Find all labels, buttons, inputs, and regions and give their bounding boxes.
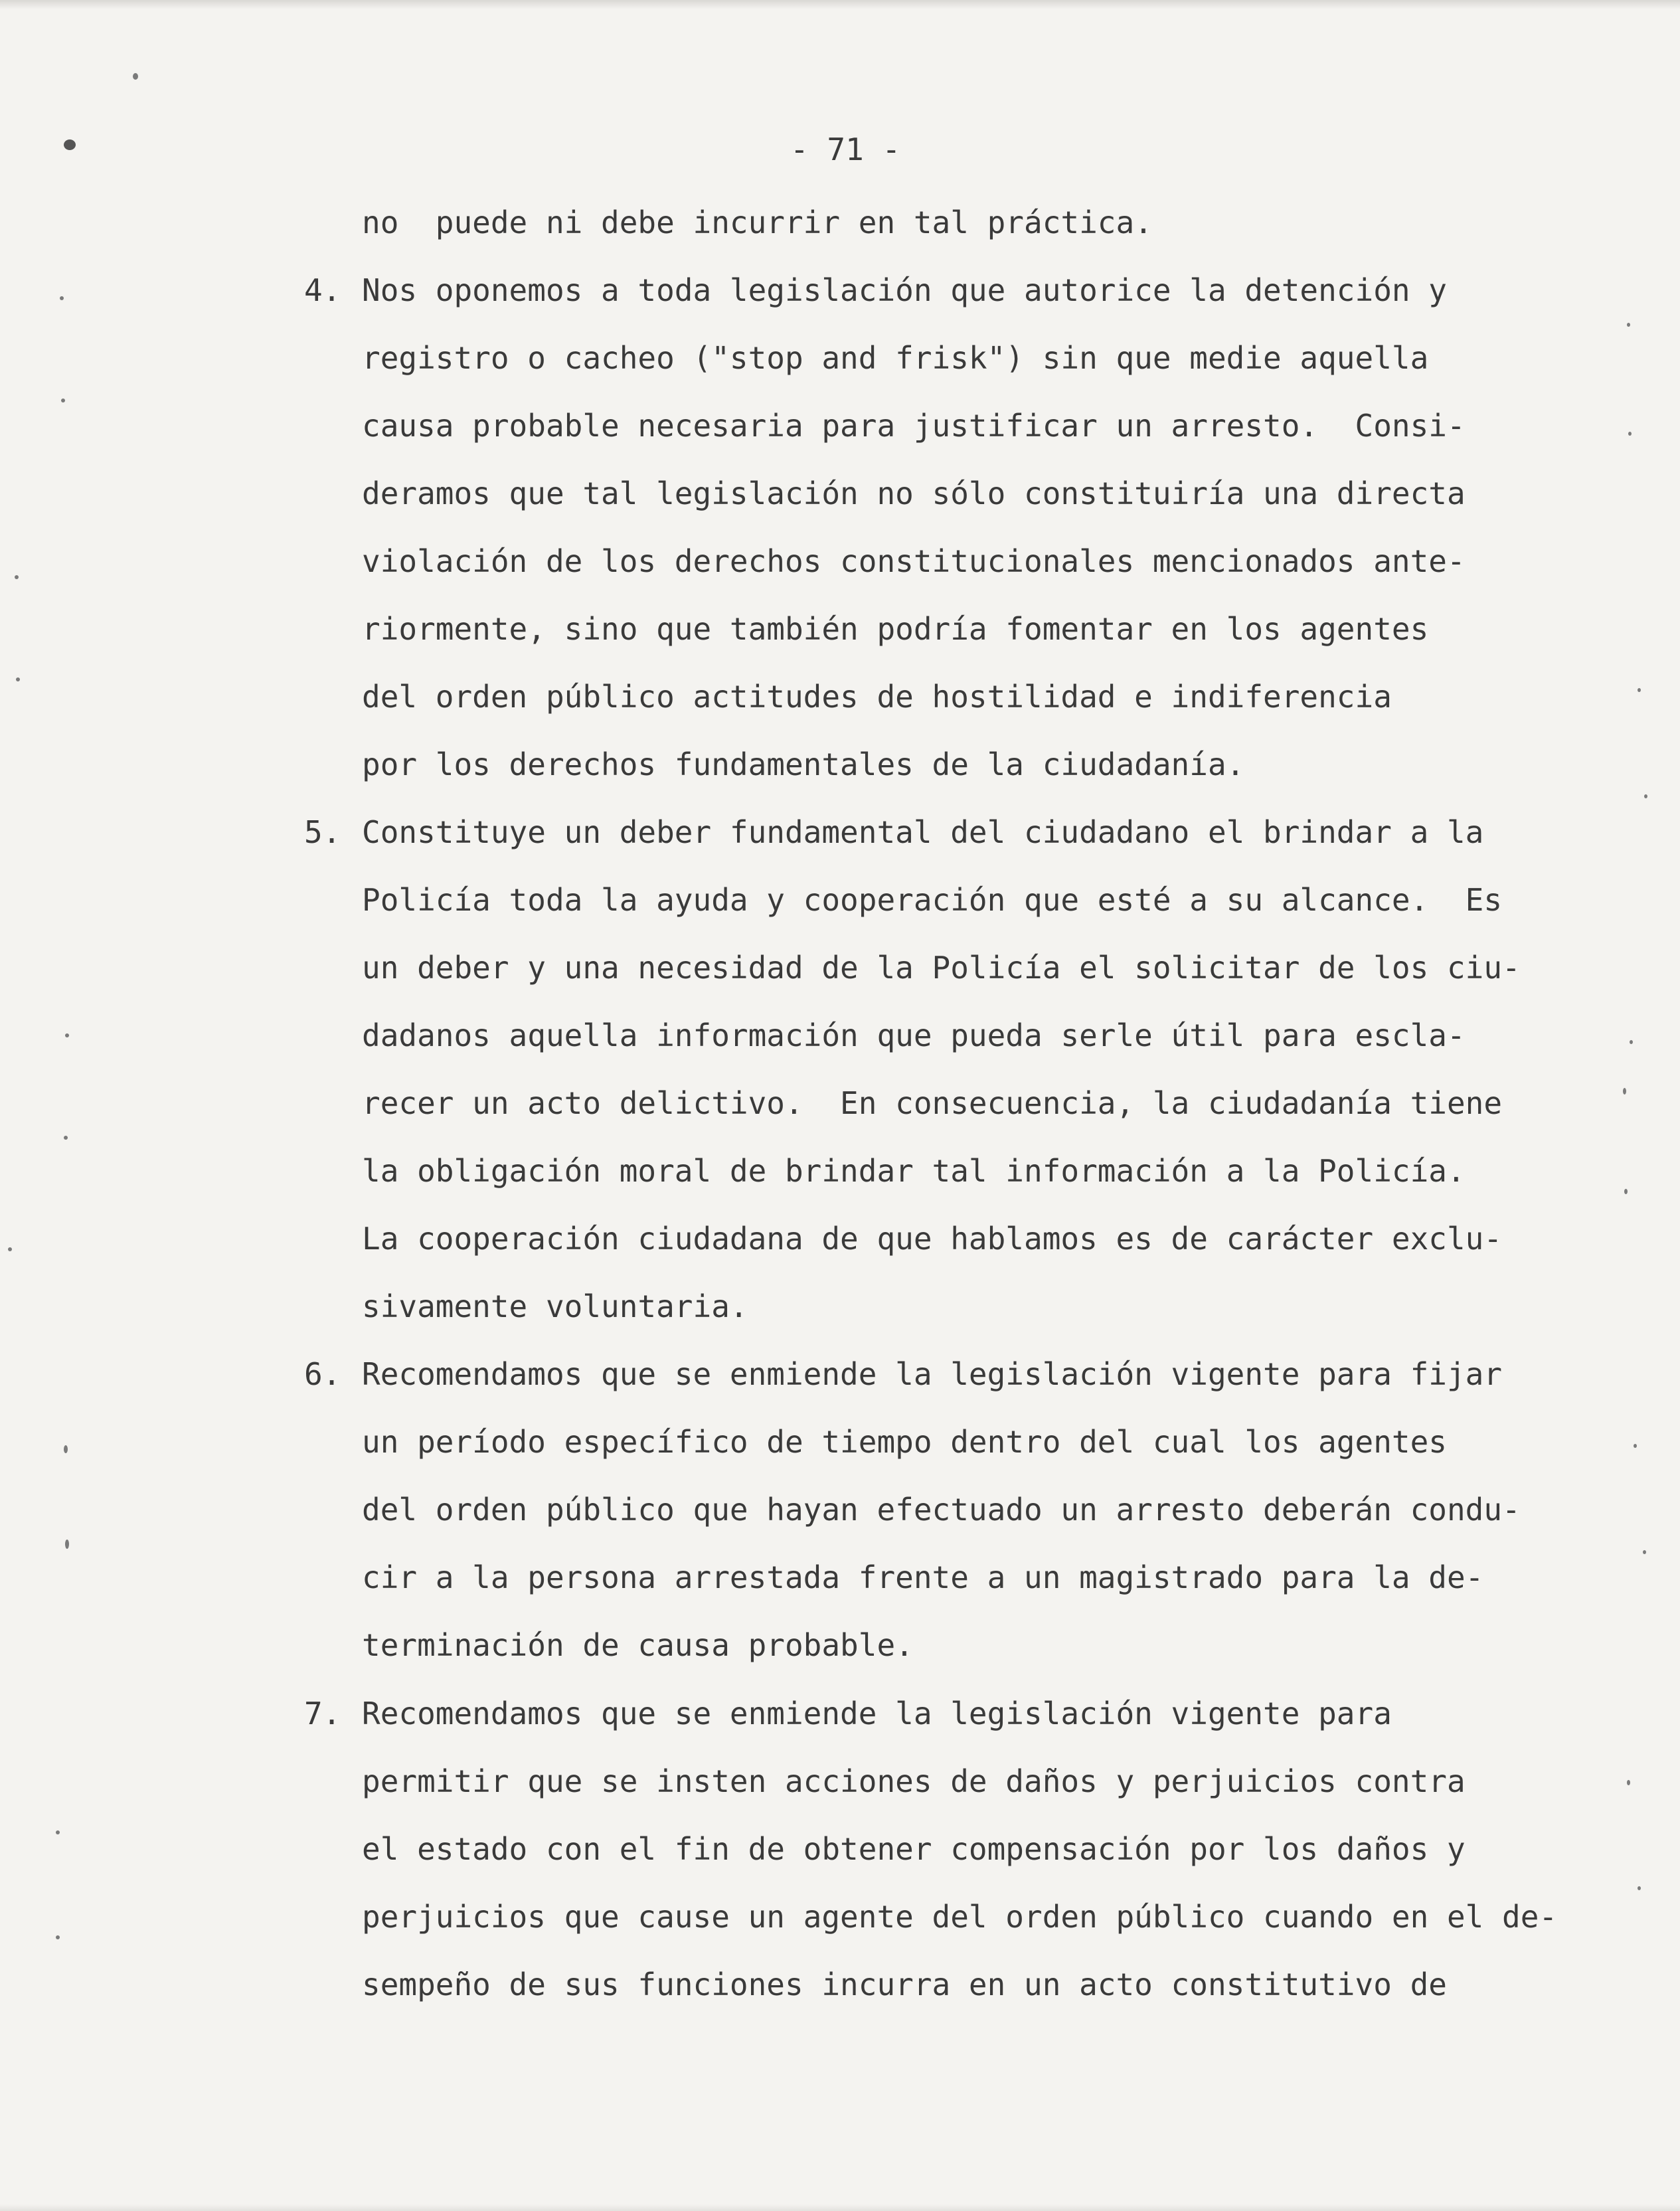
text-line: no puede ni debe incurrir en tal práctica. [362, 205, 1153, 240]
text-line: deramos que tal legislación no sólo constituiría una directa [362, 476, 1466, 511]
scan-speck [1638, 688, 1641, 692]
item-number-7: 7. [304, 1696, 341, 1731]
scan-speck [1627, 323, 1630, 327]
scan-speck [1630, 1040, 1633, 1044]
page-number: - 71 - [790, 132, 901, 167]
text-line: registro o cacheo ("stop and frisk") sin que medie aquella [362, 340, 1429, 376]
scan-speck [65, 1033, 69, 1037]
text-line: La cooperación ciudadana de que hablamos es de carácter exclu- [362, 1221, 1503, 1257]
paper-top-edge [0, 0, 1680, 9]
item-number-5: 5. [304, 814, 341, 850]
scan-speck [1643, 1550, 1646, 1554]
text-line: riormente, sino que también podría fomentar en los agentes [362, 611, 1429, 647]
text-line: del orden público que hayan efectuado un arresto deberán condu- [362, 1492, 1521, 1528]
text-line: recer un acto delictivo. En consecuencia, la ciudadanía tiene [362, 1085, 1503, 1121]
scan-speck [1628, 432, 1632, 436]
text-line: permitir que se insten acciones de daños y perjuicios contra [362, 1763, 1466, 1799]
scan-speck [56, 1830, 60, 1834]
paper-bottom-edge [0, 2204, 1680, 2211]
scan-speck [64, 1445, 68, 1453]
text-line: la obligación moral de brindar tal información a la Policía. [362, 1153, 1466, 1189]
text-line: Policía toda la ayuda y cooperación que esté a su alcance. Es [362, 882, 1503, 918]
scan-speck [8, 1247, 12, 1251]
text-line: del orden público actitudes de hostilidad e indiferencia [362, 679, 1392, 715]
text-line: Nos oponemos a toda legislación que autorice la detención y [362, 272, 1447, 308]
scan-speck [1634, 1444, 1637, 1448]
scan-speck [1638, 1886, 1641, 1890]
text-line: por los derechos fundamentales de la ciudadanía. [362, 747, 1245, 782]
scan-speck [56, 1935, 60, 1939]
scan-speck [60, 296, 64, 300]
item-number-6: 6. [304, 1356, 341, 1392]
scan-speck [16, 677, 20, 681]
scan-speck [1627, 1780, 1630, 1785]
scan-speck [65, 1540, 69, 1549]
text-line: causa probable necesaria para justificar un arresto. Consi- [362, 408, 1466, 444]
text-line: Constituye un deber fundamental del ciudadano el brindar a la [362, 814, 1484, 850]
scan-speck [64, 1136, 68, 1140]
text-line: violación de los derechos constitucionales mencionados ante- [362, 543, 1466, 579]
text-line: perjuicios que cause un agente del orden público cuando en el de- [362, 1899, 1558, 1935]
text-line: el estado con el fin de obtener compensación por los daños y [362, 1831, 1466, 1867]
text-line: terminación de causa probable. [362, 1627, 914, 1663]
scan-speck [1624, 1189, 1628, 1194]
text-line: sivamente voluntaria. [362, 1288, 748, 1324]
item-number-4: 4. [304, 272, 341, 308]
scan-speck [15, 575, 19, 579]
text-line: Recomendamos que se enmiende la legislación vigente para [362, 1696, 1392, 1731]
scan-speck [1644, 794, 1647, 798]
text-line: un período específico de tiempo dentro del cual los agentes [362, 1424, 1447, 1460]
text-line: un deber y una necesidad de la Policía el solicitar de los ciu- [362, 950, 1521, 986]
text-line: sempeño de sus funciones incurra en un acto constitutivo de [362, 1967, 1447, 2002]
text-line: Recomendamos que se enmiende la legislación vigente para fijar [362, 1356, 1503, 1392]
scan-speck [1623, 1088, 1626, 1095]
scan-speck [61, 398, 65, 402]
scan-speck [64, 139, 76, 150]
text-line: dadanos aquella información que pueda serle útil para escla- [362, 1017, 1466, 1053]
scan-speck [133, 73, 138, 80]
text-line: cir a la persona arrestada frente a un magistrado para la de- [362, 1559, 1484, 1595]
